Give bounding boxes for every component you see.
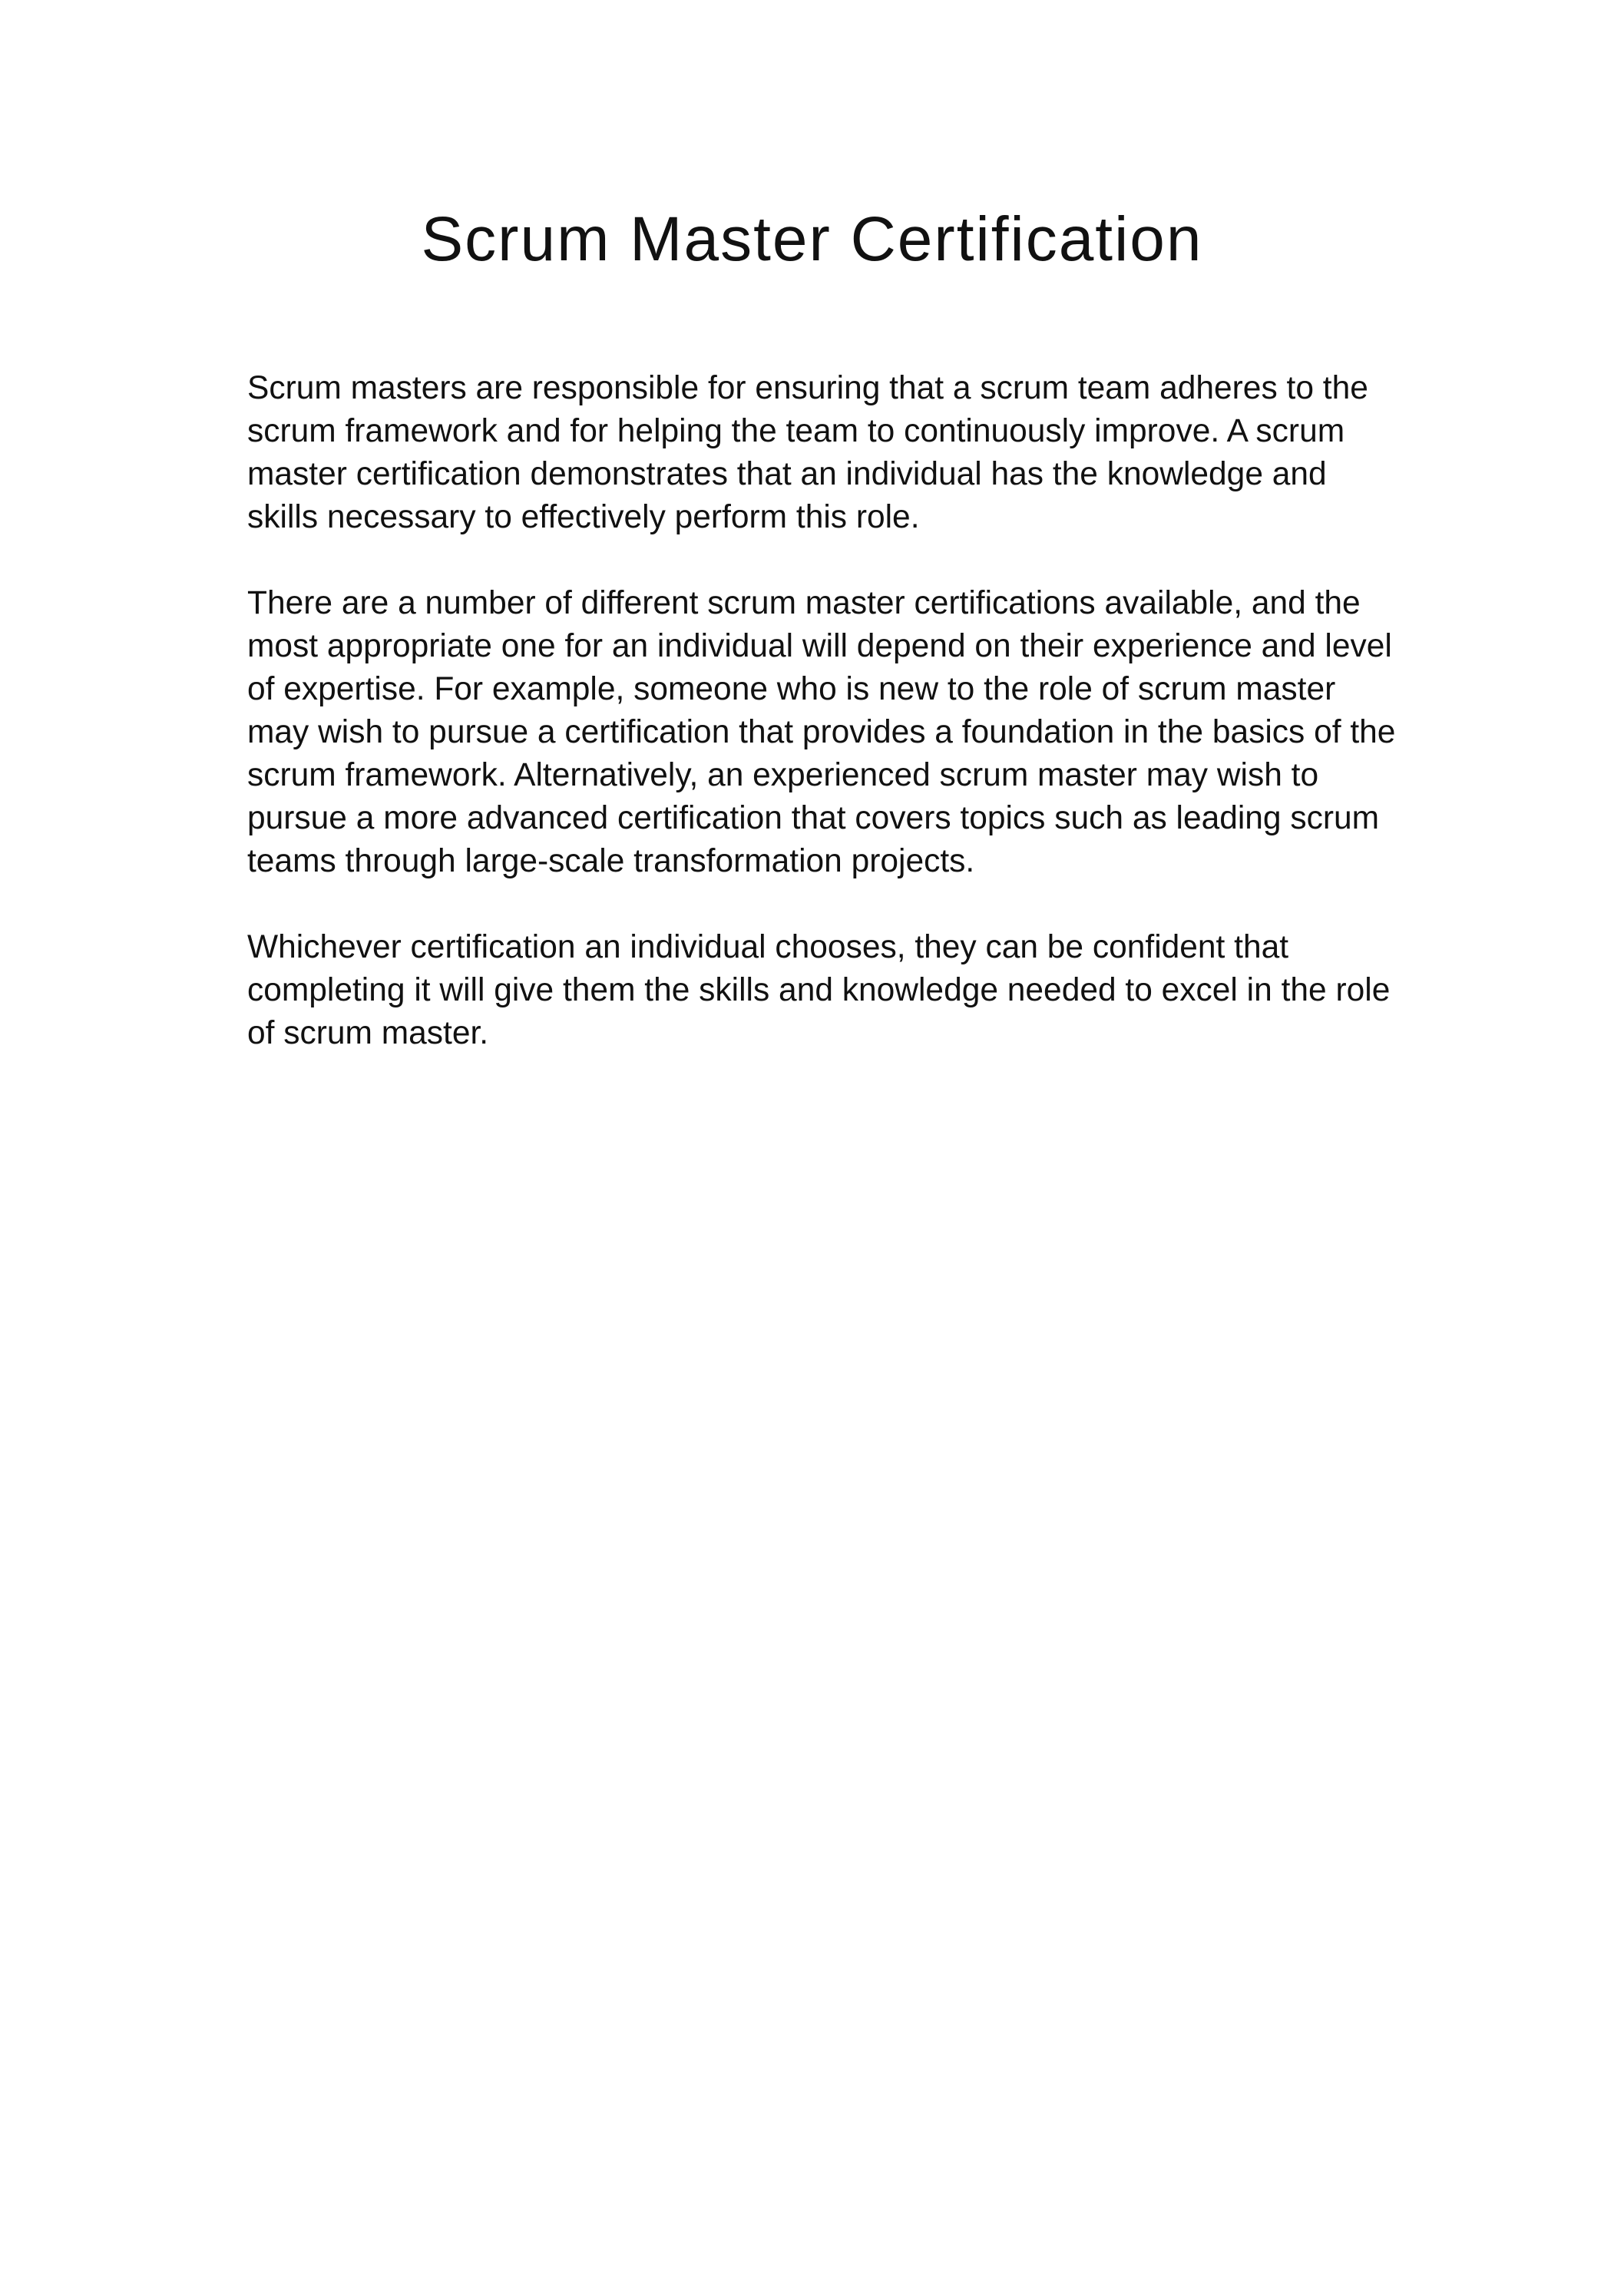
document-body bbox=[247, 367, 1399, 1098]
paragraph-intro: Scrum masters are responsible for ensuring that a scrum team adheres to the scrum framework and for helping the team to continuously improve. A scrum master certification demonstrates that an individual has the knowledge and skills necessary to effectively perform this role. bbox=[247, 370, 1368, 535]
paragraph-certification-options: There are a number of different scrum master certifications available, and the most appropriate one for an individual will depend on their experience and level of expertise. For example, someone who is new to the role of scrum master may wish to pursue a certification that provides a foundation in the basics of the scrum framework. Alternatively, an experienced scrum master may wish to pursue a more advanced certification that covers topics such as leading scrum teams through large-scale transformation projects. bbox=[247, 585, 1396, 879]
paragraph-conclusion: Whichever certification an individual chooses, they can be confident that completing it will give them the skills and knowledge needed to excel in the role of scrum master. bbox=[247, 929, 1391, 1051]
page-title: Scrum Master Certification bbox=[421, 204, 1203, 274]
